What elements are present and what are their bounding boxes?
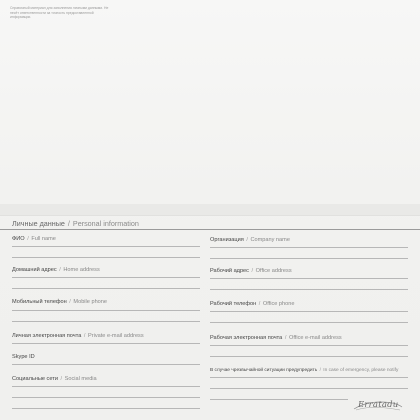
field-label-separator: / bbox=[251, 268, 254, 274]
company-name-line-2[interactable] bbox=[210, 258, 408, 259]
field-label-separator: / bbox=[69, 299, 71, 305]
field-label-en: Home address bbox=[63, 267, 100, 273]
field-label-social-media bbox=[12, 376, 97, 382]
brand-logo bbox=[352, 398, 404, 412]
field-label-separator: / bbox=[246, 237, 248, 243]
field-label-separator: / bbox=[258, 301, 261, 307]
field-label-private-email bbox=[12, 333, 144, 339]
office-phone-line-2[interactable] bbox=[210, 322, 408, 323]
emergency-contact-line-2[interactable] bbox=[210, 388, 408, 389]
field-label-ru: Skype ID bbox=[12, 354, 35, 360]
field-label-office-phone bbox=[210, 301, 294, 307]
field-label-separator: / bbox=[60, 376, 63, 382]
field-label-ru: Рабочий адрес bbox=[210, 268, 249, 274]
mobile-phone-line-1[interactable] bbox=[12, 310, 200, 311]
field-label-en: Full name bbox=[31, 236, 56, 242]
section-title-separator: / bbox=[67, 219, 70, 228]
field-label-home-address bbox=[12, 267, 100, 273]
field-label-ru: Рабочий телефон bbox=[210, 301, 257, 307]
field-label-separator: / bbox=[319, 368, 321, 373]
field-label-en: Office address bbox=[255, 268, 292, 274]
section-header bbox=[12, 219, 139, 228]
field-label-office-address bbox=[210, 268, 292, 274]
section-title-ru: Личные данные bbox=[12, 219, 65, 228]
full-name-line-2[interactable] bbox=[12, 257, 200, 258]
field-label-en: Company name bbox=[250, 237, 290, 243]
mobile-phone-line-2[interactable] bbox=[12, 321, 200, 322]
home-address-line-2[interactable] bbox=[12, 288, 200, 289]
office-phone-line-1[interactable] bbox=[210, 311, 408, 312]
field-label-ru: Домашний адрес bbox=[12, 267, 57, 273]
field-label-separator: / bbox=[59, 267, 61, 273]
field-label-en: Mobile phone bbox=[73, 299, 108, 305]
field-label-ru: Социальные сети bbox=[12, 376, 58, 382]
field-label-separator: / bbox=[83, 333, 86, 339]
field-label-ru: Мобильный телефон bbox=[12, 299, 67, 305]
field-label-office-email bbox=[210, 335, 342, 341]
section-band bbox=[0, 204, 420, 216]
home-address-line-1[interactable] bbox=[12, 277, 200, 278]
top-note: Справочный материал для заполнения личными данными. Не несёт ответственности за точность предоставленной информации. bbox=[10, 6, 109, 20]
field-label-separator: / bbox=[27, 236, 29, 242]
field-label-emergency-contact bbox=[210, 368, 398, 373]
field-label-separator: / bbox=[284, 335, 287, 341]
brand-logo-text: Erratadu bbox=[358, 400, 399, 410]
section-title-en: Personal information bbox=[72, 219, 139, 228]
emergency-contact-line-3[interactable] bbox=[210, 399, 348, 400]
social-media-line-3[interactable] bbox=[12, 408, 200, 409]
full-name-line-1[interactable] bbox=[12, 246, 200, 247]
private-email-line-1[interactable] bbox=[12, 343, 200, 344]
section-header-rule bbox=[0, 229, 420, 230]
field-label-mobile-phone bbox=[12, 299, 107, 305]
field-label-ru: В случае чрезвычайной ситуации предупредить bbox=[210, 368, 318, 373]
field-label-ru: Организация bbox=[210, 237, 244, 243]
office-address-line-1[interactable] bbox=[210, 278, 408, 279]
company-name-line-1[interactable] bbox=[210, 247, 408, 248]
field-label-en: In case of emergency, please notify bbox=[323, 368, 399, 373]
field-label-ru: ФИО bbox=[12, 236, 25, 242]
field-label-skype-id bbox=[12, 354, 35, 360]
field-label-en: Private e-mail address bbox=[88, 333, 144, 339]
field-label-company-name bbox=[210, 237, 290, 243]
field-label-ru: Личная электронная почта bbox=[12, 333, 82, 339]
field-label-en: Social media bbox=[64, 376, 97, 382]
office-address-line-2[interactable] bbox=[210, 289, 408, 290]
field-label-en: Office phone bbox=[262, 301, 295, 307]
emergency-contact-line-1[interactable] bbox=[210, 377, 408, 378]
office-email-line-2[interactable] bbox=[210, 356, 408, 357]
field-label-ru: Рабочая электронная почта bbox=[210, 335, 283, 341]
office-email-line-1[interactable] bbox=[210, 345, 408, 346]
skype-id-line-1[interactable] bbox=[12, 364, 200, 365]
field-label-full-name bbox=[12, 236, 56, 242]
social-media-line-1[interactable] bbox=[12, 386, 200, 387]
field-label-en: Office e-mail address bbox=[288, 335, 342, 341]
social-media-line-2[interactable] bbox=[12, 397, 200, 398]
